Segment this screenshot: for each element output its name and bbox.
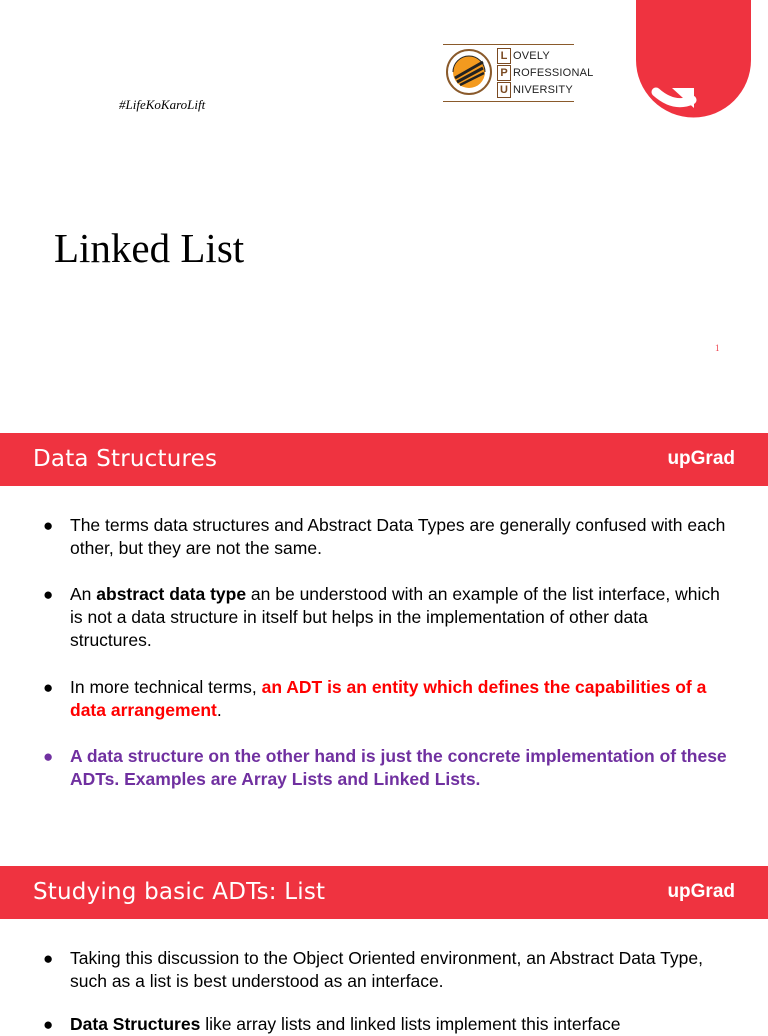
bullet-text-rest: like array lists and linked lists implement this interface <box>200 1014 621 1034</box>
brand-logo-text: upGrad <box>667 448 735 469</box>
bullet-text-highlight: an ADT is an entity which defines the capabilities of a data arrangement <box>70 677 707 720</box>
bullet-text-rest: an be understood with an example of the list interface, which is not a data structure in itself but helps in the implementation of other data structures. <box>70 584 720 650</box>
list-item <box>43 583 730 652</box>
bullet-text: A data structure on the other hand is just the concrete implementation of these ADTs. Examples are Array Lists and Linked Lists. <box>70 746 727 789</box>
slide-studying-adts <box>0 866 768 1034</box>
bullet-dot-icon: ● <box>43 678 54 697</box>
page-number: 1 <box>715 343 720 353</box>
lpu-seal-icon <box>445 48 493 96</box>
bullet-text-bold: Data Structures <box>70 1014 201 1034</box>
list-item <box>43 947 730 993</box>
list-item <box>43 676 730 722</box>
slide-header-bar <box>0 866 768 919</box>
bullet-dot-icon: ● <box>43 516 54 535</box>
bullet-text-prefix: An <box>70 584 97 604</box>
list-item <box>43 745 730 791</box>
bullet-text: Taking this discussion to the Object Oriented environment, an Abstract Data Type, such as a list is best understood as an interface. <box>70 948 703 991</box>
list-item <box>43 1013 730 1036</box>
logo-letter-p: P <box>497 65 511 81</box>
slide-header-title: Data Structures <box>33 446 218 472</box>
slide-header-title: Studying basic ADTs: List <box>33 879 326 905</box>
bullet-dot-icon: ● <box>43 1015 54 1034</box>
slide-header-bar <box>0 433 768 486</box>
list-item <box>43 514 730 560</box>
bullet-dot-icon: ● <box>43 747 54 766</box>
bullet-dot-icon: ● <box>43 585 54 604</box>
hashtag-text: #LifeKoKaroLift <box>119 97 206 112</box>
logo-word-lovely: OVELY <box>513 50 550 62</box>
bullet-dot-icon: ● <box>43 949 54 968</box>
logo-word-professional: ROFESSIONAL <box>513 67 594 79</box>
bullet-text-prefix: In more technical terms, <box>70 677 262 697</box>
slide-title <box>0 0 768 412</box>
bullet-text-suffix: . <box>216 700 222 720</box>
lpu-logo <box>443 44 594 102</box>
logo-letter-u: U <box>497 82 511 98</box>
upgrad-arrow-icon <box>636 0 751 132</box>
page-title: Linked List <box>54 225 245 271</box>
logo-letter-l: L <box>497 48 511 64</box>
logo-word-university: NIVERSITY <box>513 84 573 96</box>
brand-logo-text: upGrad <box>667 881 735 902</box>
slide-data-structures <box>0 433 768 845</box>
bullet-text: The terms data structures and Abstract Data Types are generally confused with each other, but they are not the same. <box>70 515 726 558</box>
bullet-text-bold: abstract data type <box>96 584 247 604</box>
